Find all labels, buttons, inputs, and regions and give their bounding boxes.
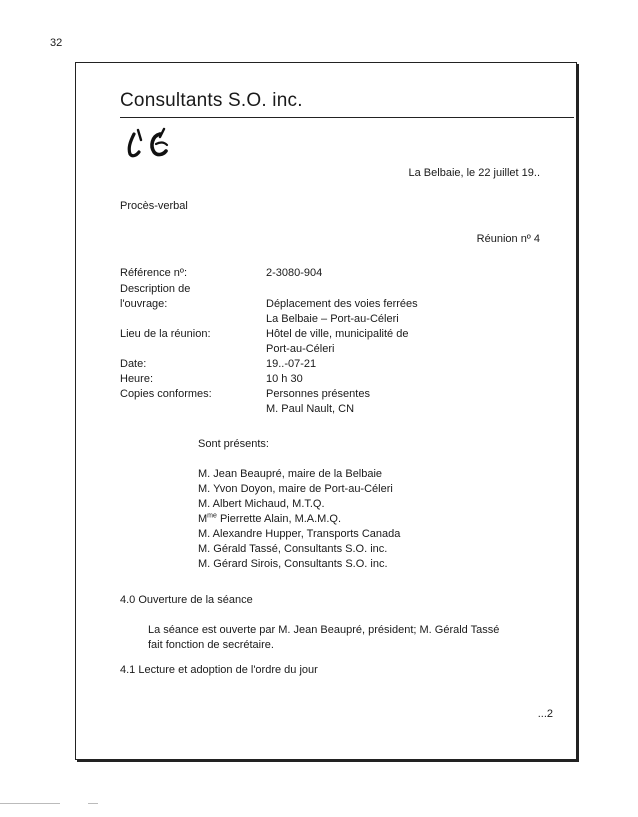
- attendee-item: M. Jean Beaupré, maire de la Belbaie: [198, 468, 383, 480]
- section-body-line: fait fonction de secrétaire.: [148, 639, 274, 651]
- attendee-item: M. Gérald Tassé, Consultants S.O. inc.: [198, 543, 388, 555]
- copies-value-2: M. Paul Nault, CN: [266, 403, 355, 415]
- scan-artifact: [88, 803, 98, 804]
- location-value-1: Hôtel de ville, municipalité de: [266, 328, 409, 340]
- document-type: Procès-verbal: [120, 200, 188, 212]
- time-value: 10 h 30: [266, 373, 303, 385]
- section-heading: 4.0 Ouverture de la séance: [120, 594, 253, 606]
- section-body-line: La séance est ouverte par M. Jean Beaupré, président; M. Gérald Tassé: [148, 624, 500, 636]
- attendee-prefix-sup: me: [207, 512, 217, 520]
- description-label-2: l'ouvrage:: [120, 298, 168, 310]
- reference-label: Référence nº:: [120, 267, 187, 279]
- location-label: Lieu de la réunion:: [120, 328, 211, 340]
- header-rule: [120, 117, 574, 118]
- attendee-item: M. Gérard Sirois, Consultants S.O. inc.: [198, 558, 388, 570]
- continuation-marker: ...2: [537, 708, 553, 720]
- attendee-item: M. Yvon Doyon, maire de Port-au-Céleri: [198, 483, 393, 495]
- meeting-number: Réunion nº 4: [476, 233, 540, 245]
- scan-artifact: [0, 803, 60, 804]
- attendee-prefix: M: [198, 513, 208, 525]
- reference-value: 2-3080-904: [266, 267, 323, 279]
- page-number: 32: [50, 37, 63, 49]
- location-value-2: Port-au-Céleri: [266, 343, 335, 355]
- frame-shadow-bottom: [77, 760, 579, 762]
- attendee-item: M. Albert Michaud, M.T.Q.: [198, 498, 325, 510]
- attendee-name: Pierrette Alain, M.A.M.Q.: [219, 513, 342, 525]
- description-value-1: Déplacement des voies ferrées: [266, 298, 418, 310]
- attendee-item: [198, 512, 341, 527]
- present-heading: Sont présents:: [198, 438, 269, 450]
- frame-shadow-right: [577, 64, 579, 762]
- date-label: Date:: [120, 358, 147, 370]
- date-line: La Belbaie, le 22 juillet 19..: [408, 167, 540, 179]
- company-name: Consultants S.O. inc.: [120, 90, 303, 111]
- section-heading: 4.1 Lecture et adoption de l'ordre du jour: [120, 664, 318, 676]
- description-value-2: La Belbaie – Port-au-Céleri: [266, 313, 399, 325]
- attendee-item: M. Alexandre Hupper, Transports Canada: [198, 528, 401, 540]
- time-label: Heure:: [120, 373, 154, 385]
- company-monogram-icon: [120, 124, 190, 160]
- copies-label: Copies conformes:: [120, 388, 212, 400]
- description-label-1: Description de: [120, 283, 191, 295]
- date-value: 19..-07-21: [266, 358, 317, 370]
- copies-value-1: Personnes présentes: [266, 388, 370, 400]
